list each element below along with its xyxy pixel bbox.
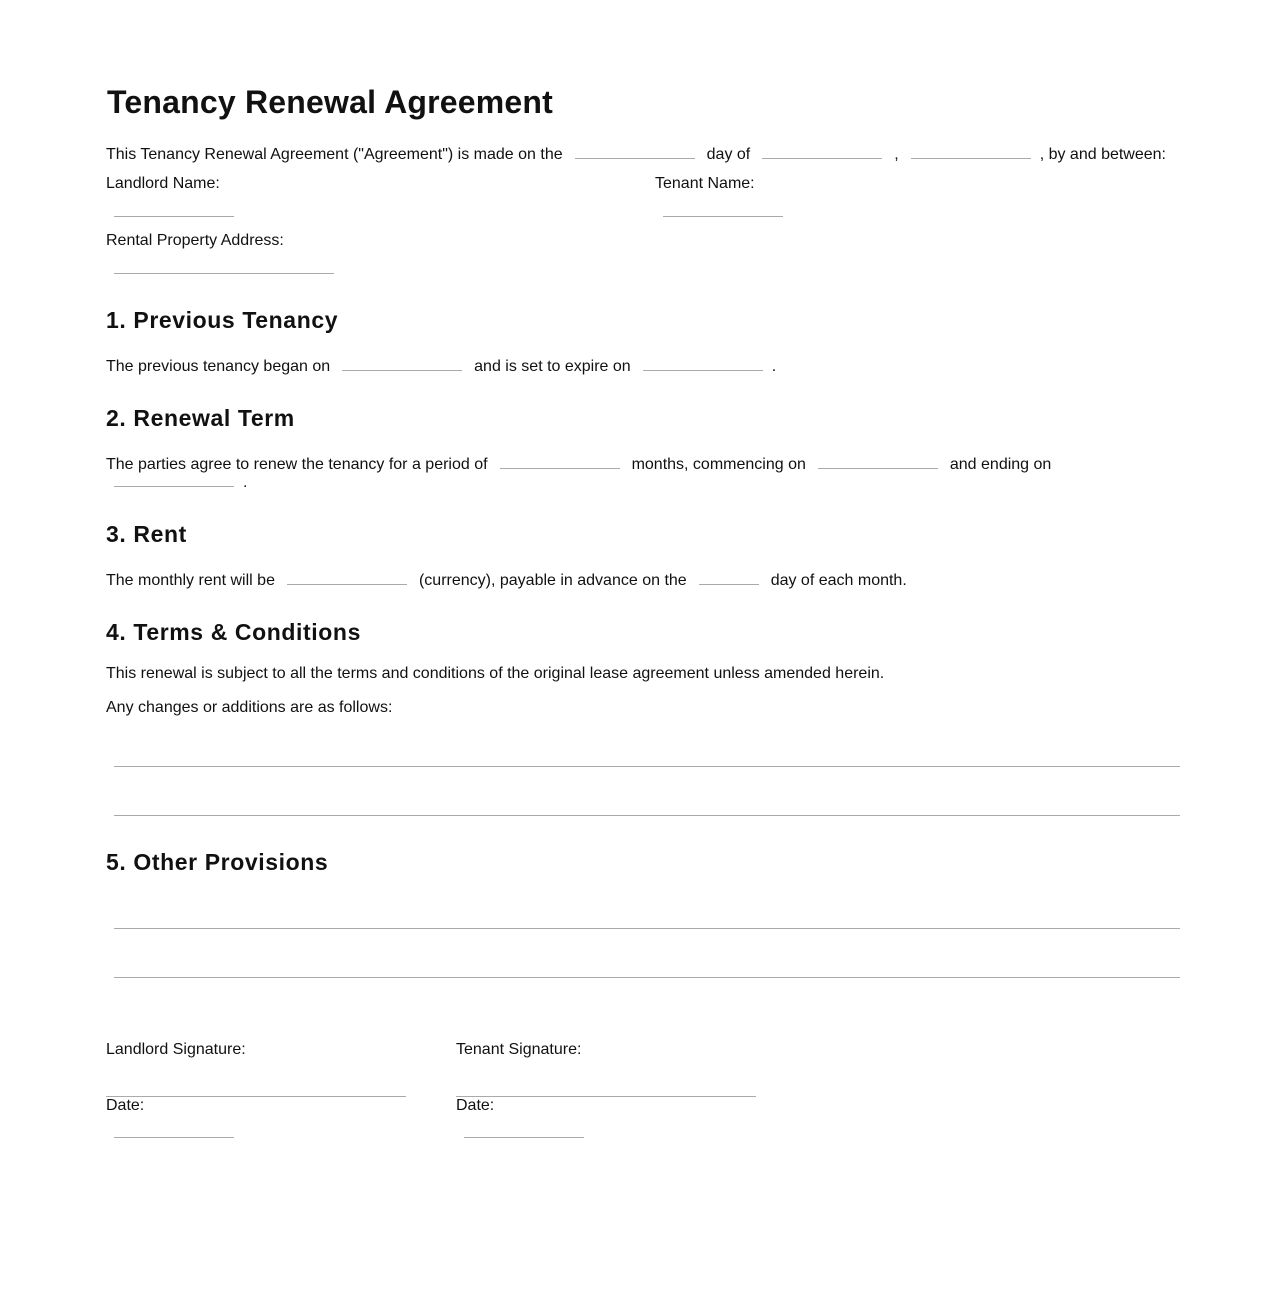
section-heading-terms-conditions: 4. Terms & Conditions bbox=[106, 619, 361, 645]
day-field[interactable] bbox=[575, 140, 695, 159]
landlord-date-field[interactable] bbox=[114, 1137, 234, 1138]
rent-day-field[interactable] bbox=[699, 566, 759, 585]
day-of-label: day of bbox=[706, 146, 751, 163]
section-heading-rent: 3. Rent bbox=[106, 521, 187, 547]
tenant-signature-label: Tenant Signature: bbox=[456, 1041, 582, 1058]
tenant-name-label: Tenant Name: bbox=[655, 175, 755, 192]
renewal-period-text: The parties agree to renew the tenancy for a period of bbox=[106, 456, 488, 473]
tenant-name-field[interactable] bbox=[663, 198, 783, 217]
previous-end-field[interactable] bbox=[643, 352, 763, 371]
rent-amount-field[interactable] bbox=[287, 566, 407, 585]
previous-expire-text: and is set to expire on bbox=[474, 358, 631, 375]
address-label: Rental Property Address: bbox=[106, 232, 284, 249]
renewal-months-field[interactable] bbox=[500, 450, 620, 469]
day-of-month-text: day of each month. bbox=[770, 572, 907, 589]
period-text: . bbox=[771, 358, 777, 375]
landlord-signature-label: Landlord Signature: bbox=[106, 1041, 246, 1058]
landlord-name-label: Landlord Name: bbox=[106, 175, 220, 192]
provisions-line-2[interactable] bbox=[114, 977, 1180, 978]
tenant-date-label: Date: bbox=[456, 1097, 495, 1114]
year-field[interactable] bbox=[911, 140, 1031, 159]
address-field[interactable] bbox=[114, 255, 334, 274]
landlord-signature-field[interactable] bbox=[106, 1096, 406, 1097]
month-field[interactable] bbox=[762, 140, 882, 159]
period-text: . bbox=[243, 474, 248, 491]
monthly-rent-text: The monthly rent will be bbox=[106, 572, 275, 589]
landlord-date-label: Date: bbox=[106, 1097, 145, 1114]
intro-line bbox=[106, 140, 1166, 165]
renewal-term-line bbox=[106, 450, 1051, 475]
changes-paragraph: Any changes or additions are as follows: bbox=[106, 699, 393, 716]
renewal-end-field[interactable] bbox=[114, 468, 234, 487]
changes-line-2[interactable] bbox=[114, 815, 1180, 816]
intro-text: This Tenancy Renewal Agreement ("Agreement") is made on the bbox=[106, 146, 563, 163]
rent-line bbox=[106, 566, 907, 591]
landlord-name-field[interactable] bbox=[114, 198, 234, 217]
provisions-line-1[interactable] bbox=[114, 928, 1180, 929]
section-heading-previous-tenancy: 1. Previous Tenancy bbox=[106, 307, 339, 333]
renewal-start-field[interactable] bbox=[818, 450, 938, 469]
intro-between: , by and between: bbox=[1039, 146, 1166, 163]
renewal-term-line-2 bbox=[106, 468, 247, 493]
previous-start-field[interactable] bbox=[342, 352, 462, 371]
section-heading-other-provisions: 5. Other Provisions bbox=[106, 849, 329, 875]
previous-began-text: The previous tenancy began on bbox=[106, 358, 331, 375]
commencing-text: months, commencing on bbox=[631, 456, 806, 473]
changes-line-1[interactable] bbox=[114, 766, 1180, 767]
ending-text: and ending on bbox=[949, 456, 1052, 473]
tenant-date-field[interactable] bbox=[464, 1137, 584, 1138]
payable-text: (currency), payable in advance on the bbox=[418, 572, 687, 589]
section-heading-renewal-term: 2. Renewal Term bbox=[106, 405, 295, 431]
page-title: Tenancy Renewal Agreement bbox=[107, 84, 554, 120]
previous-tenancy-line bbox=[106, 352, 776, 377]
comma-label: , bbox=[894, 146, 899, 163]
tenant-signature-field[interactable] bbox=[456, 1096, 756, 1097]
terms-paragraph: This renewal is subject to all the terms and conditions of the original lease agreement unless amended herein. bbox=[106, 665, 885, 682]
